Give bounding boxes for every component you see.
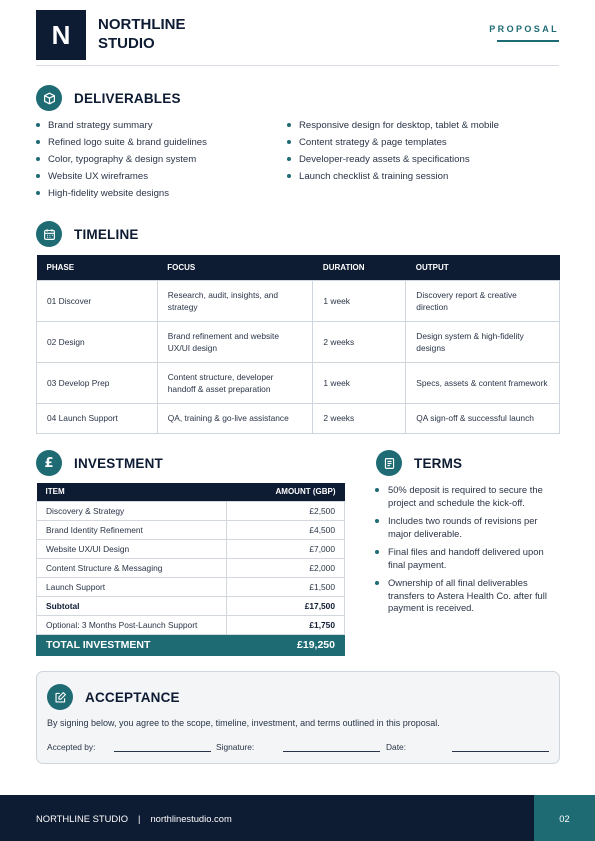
table-row: [37, 280, 560, 321]
column-header-focus: FOCUS: [157, 255, 313, 280]
item-cell: Content Structure & Messaging: [37, 558, 227, 577]
subtotal-label: Subtotal: [37, 596, 227, 615]
acceptance-statement: By signing below, you agree to the scope, timeline, investment, and terms outlined in this proposal.: [47, 718, 440, 728]
phase-cell: 01 Discover: [37, 280, 158, 321]
list-item: Website UX wireframes: [36, 170, 207, 187]
footer-company: NORTHLINE STUDIO: [36, 813, 129, 824]
table-row: [37, 539, 345, 558]
table-row: [37, 403, 560, 433]
table-row: [37, 520, 345, 539]
investment-title: INVESTMENT: [74, 455, 164, 471]
page-number: 02: [534, 795, 595, 841]
total-amount: £19,250: [227, 634, 345, 655]
acceptance-title: ACCEPTANCE: [85, 689, 180, 705]
list-item: Responsive design for desktop, tablet & mobile: [287, 119, 499, 136]
output-cell: Discovery report & creative direction: [406, 280, 560, 321]
focus-cell: Research, audit, insights, and strategy: [157, 280, 313, 321]
terms-title: TERMS: [414, 455, 463, 471]
logo-mark: [36, 10, 86, 60]
accepted-by-line[interactable]: [114, 751, 211, 752]
item-cell: Launch Support: [37, 577, 227, 596]
focus-cell: Brand refinement and website UX/UI design: [157, 321, 313, 362]
list-item: Includes two rounds of revisions per major deliverable.: [375, 515, 563, 540]
signature-label: Signature:: [216, 742, 255, 752]
table-header-row: [37, 483, 345, 501]
brand-name: [98, 15, 248, 53]
page-header: [36, 10, 559, 66]
pound-icon: £: [36, 450, 62, 476]
signature-line[interactable]: [283, 751, 380, 752]
optional-label: Optional: 3 Months Post-Launch Support: [37, 615, 227, 634]
list-item: Developer-ready assets & specifications: [287, 153, 499, 170]
deliverables-title: DELIVERABLES: [74, 90, 181, 106]
total-row: [37, 634, 345, 655]
duration-cell: 2 weeks: [313, 321, 406, 362]
footer-info: [36, 813, 232, 824]
item-cell: Brand Identity Refinement: [37, 520, 227, 539]
column-header-phase: PHASE: [37, 255, 158, 280]
deliverables-list-left: [36, 119, 207, 204]
table-row: [37, 321, 560, 362]
column-header-output: OUTPUT: [406, 255, 560, 280]
calendar-icon: [36, 221, 62, 247]
column-header-item: ITEM: [37, 483, 227, 501]
timeline-title: TIMELINE: [74, 226, 139, 242]
list-item: Ownership of all final deliverables transfers to Astera Health Co. after full payment is received.: [375, 577, 563, 615]
focus-cell: Content structure, developer handoff & asset preparation: [157, 362, 313, 403]
list-item: Content strategy & page templates: [287, 136, 499, 153]
total-label: TOTAL INVESTMENT: [37, 634, 227, 655]
date-line[interactable]: [452, 751, 549, 752]
table-row: [37, 362, 560, 403]
item-cell: Website UX/UI Design: [37, 539, 227, 558]
investment-heading: [36, 450, 163, 476]
table-row: [37, 501, 345, 520]
column-header-amount: AMOUNT (GBP): [227, 483, 345, 501]
optional-row: [37, 615, 345, 634]
list-item: Brand strategy summary: [36, 119, 207, 136]
phase-cell: 02 Design: [37, 321, 158, 362]
list-item: 50% deposit is required to secure the project and schedule the kick-off.: [375, 484, 563, 509]
list-item: Refined logo suite & brand guidelines: [36, 136, 207, 153]
duration-cell: 1 week: [313, 362, 406, 403]
optional-amount: £1,750: [227, 615, 345, 634]
accepted-by-label: Accepted by:: [47, 742, 96, 752]
list-item: Launch checklist & training session: [287, 170, 499, 187]
document-type-label: PROPOSAL: [489, 24, 559, 34]
brand-line-2: STUDIO: [98, 35, 155, 52]
amount-cell: £2,000: [227, 558, 345, 577]
focus-cell: QA, training & go-live assistance: [157, 403, 313, 433]
amount-cell: £1,500: [227, 577, 345, 596]
footer-separator: |: [138, 813, 141, 824]
deliverables-list-right: [287, 119, 499, 187]
document-icon: [376, 450, 402, 476]
document-type-underline: [497, 40, 559, 42]
acceptance-box: [36, 671, 560, 764]
phase-cell: 04 Launch Support: [37, 403, 158, 433]
list-item: Final files and handoff delivered upon final payment.: [375, 546, 563, 571]
duration-cell: 1 week: [313, 280, 406, 321]
list-item: Color, typography & design system: [36, 153, 207, 170]
page-footer: [0, 795, 595, 841]
deliverables-heading: [36, 85, 181, 111]
subtotal-amount: £17,500: [227, 596, 345, 615]
table-header-row: [37, 255, 560, 280]
terms-heading: [376, 450, 462, 476]
timeline-table: [36, 255, 560, 434]
brand-line-1: NORTHLINE: [98, 16, 186, 33]
amount-cell: £2,500: [227, 501, 345, 520]
footer-website[interactable]: northlinestudio.com: [150, 813, 232, 824]
table-row: [37, 577, 345, 596]
date-label: Date:: [386, 742, 407, 752]
box-icon: [36, 85, 62, 111]
edit-icon: [47, 684, 73, 710]
logo-letter: N: [51, 19, 71, 50]
output-cell: QA sign-off & successful launch: [406, 403, 560, 433]
amount-cell: £7,000: [227, 539, 345, 558]
list-item: High-fidelity website designs: [36, 187, 207, 204]
acceptance-heading: [47, 684, 180, 710]
column-header-duration: DURATION: [313, 255, 406, 280]
timeline-heading: [36, 221, 139, 247]
terms-list: [375, 484, 563, 621]
phase-cell: 03 Develop Prep: [37, 362, 158, 403]
output-cell: Design system & high-fidelity designs: [406, 321, 560, 362]
subtotal-row: [37, 596, 345, 615]
investment-table: [36, 483, 345, 656]
item-cell: Discovery & Strategy: [37, 501, 227, 520]
table-row: [37, 558, 345, 577]
amount-cell: £4,500: [227, 520, 345, 539]
output-cell: Specs, assets & content framework: [406, 362, 560, 403]
duration-cell: 2 weeks: [313, 403, 406, 433]
